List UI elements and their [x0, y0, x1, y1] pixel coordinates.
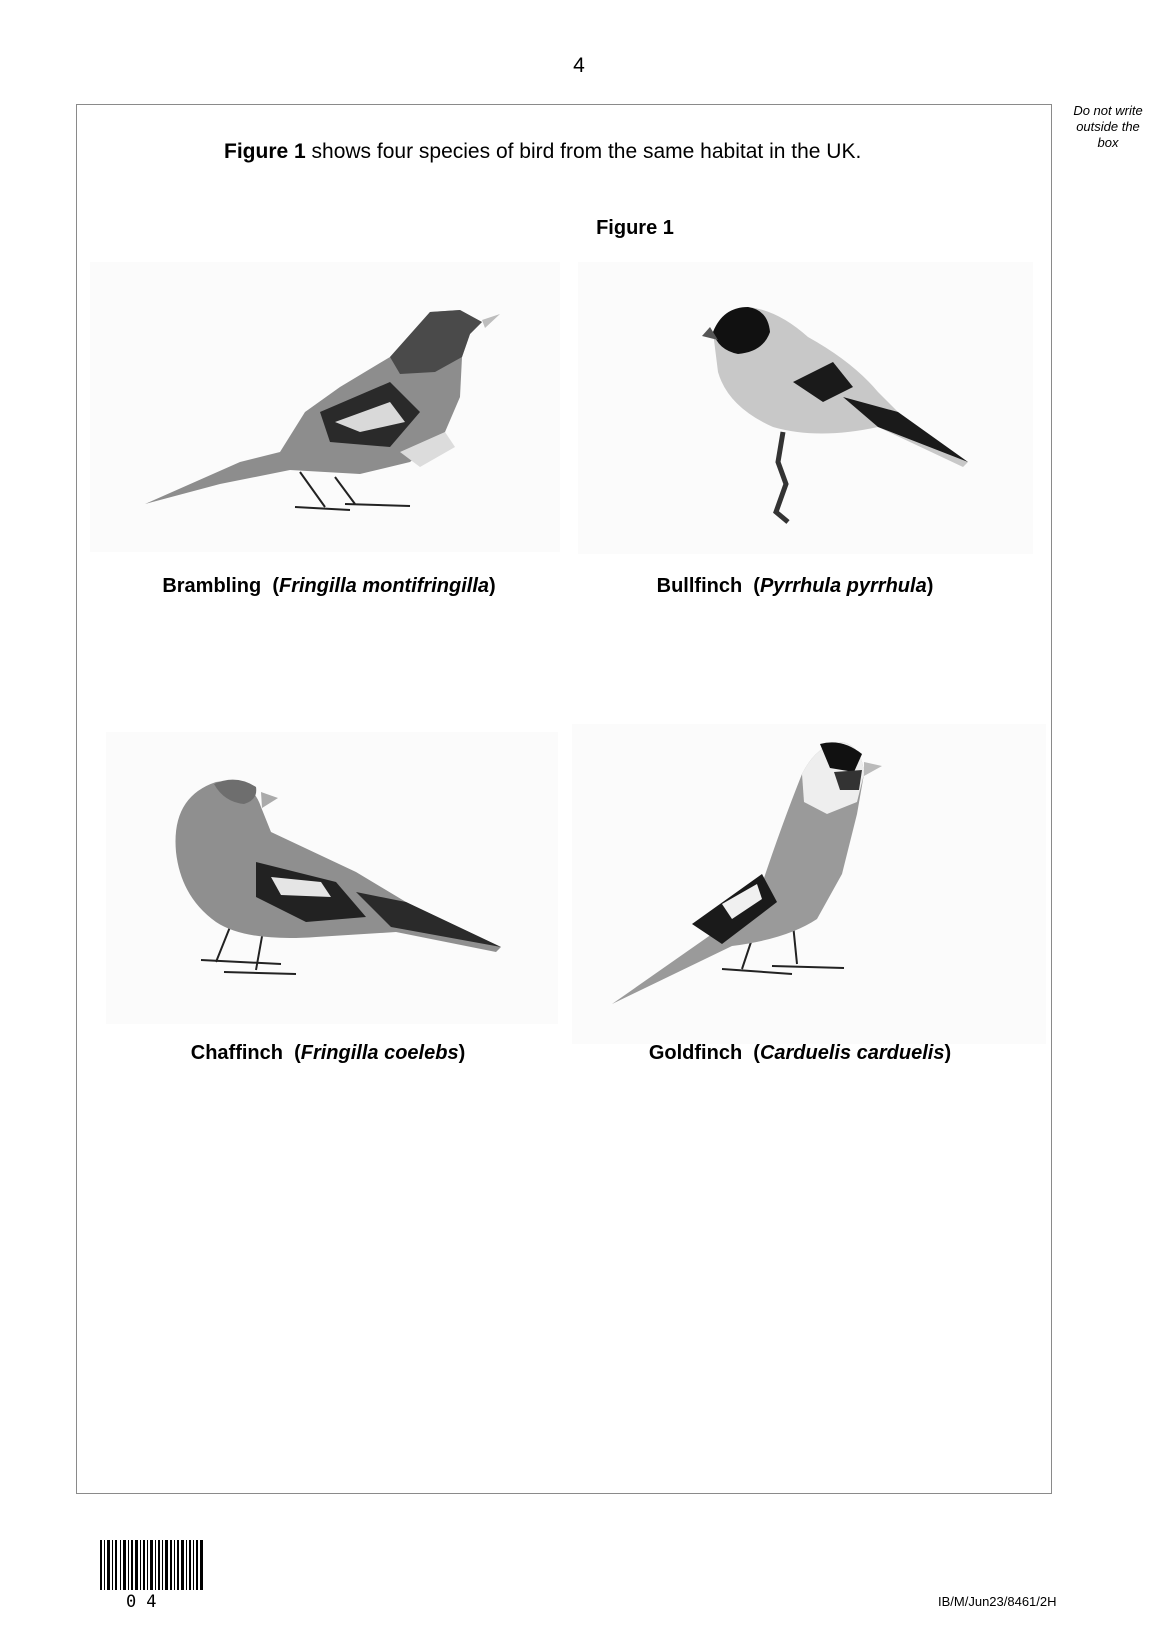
common-name: Chaffinch — [190, 1042, 283, 1064]
caption-paren-open: ( — [742, 575, 760, 597]
caption-bullfinch — [648, 575, 942, 598]
intro-text — [224, 140, 861, 164]
common-name: Bullfinch — [656, 575, 743, 597]
common-name: Goldfinch — [648, 1042, 743, 1064]
brambling-image — [90, 262, 560, 552]
caption-brambling — [150, 575, 508, 598]
page-number: 4 — [573, 54, 585, 77]
barcode-digits: 04 — [126, 1592, 167, 1612]
intro-figure-ref: Figure 1 — [224, 140, 306, 163]
caption-paren-close: ) — [489, 575, 496, 597]
latin-name: Fringilla montifringilla — [279, 575, 489, 597]
chaffinch-image — [106, 732, 558, 1024]
caption-paren-close: ) — [926, 575, 934, 597]
goldfinch-image — [572, 724, 1046, 1044]
barcode — [100, 1540, 204, 1590]
caption-paren-open: ( — [261, 575, 279, 597]
latin-name: Fringilla coelebs — [300, 1042, 459, 1064]
latin-name: Carduelis carduelis — [759, 1042, 945, 1064]
caption-paren-open: ( — [742, 1042, 760, 1064]
figure-title: Figure 1 — [596, 217, 674, 239]
bullfinch-image — [578, 262, 1033, 554]
common-name: Brambling — [162, 575, 262, 597]
intro-rest: shows four species of bird from the same habitat in the UK. — [305, 140, 862, 163]
margin-note: Do not write outside the box — [1073, 103, 1143, 150]
caption-goldfinch — [636, 1042, 964, 1065]
caption-chaffinch — [180, 1042, 476, 1065]
caption-paren-close: ) — [458, 1042, 466, 1064]
latin-name: Pyrrhula pyrrhula — [759, 575, 927, 597]
caption-paren-open: ( — [282, 1042, 301, 1064]
caption-paren-close: ) — [944, 1042, 952, 1064]
document-reference: IB/M/Jun23/8461/2H — [938, 1594, 1057, 1609]
